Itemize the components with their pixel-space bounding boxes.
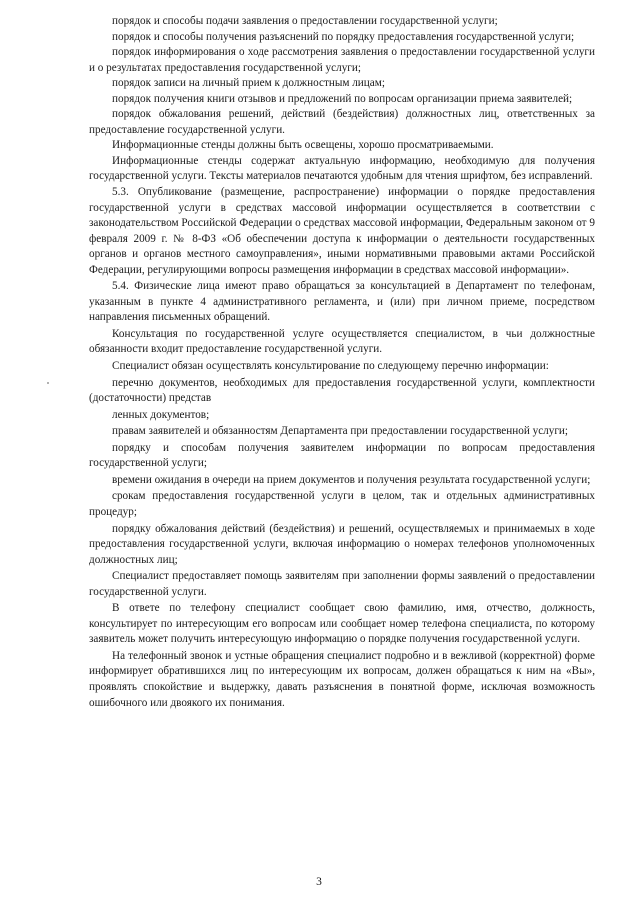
paragraph: порядок получения книги отзывов и предложений по вопросам организации приема заявителей;: [112, 92, 573, 105]
paragraph: Информационные стенды содержат актуальную информацию, необходимую для получения государственной услуги. Тексты материалов печатаются удобным для чтения шрифтом, без исправлений.: [89, 154, 595, 183]
paragraph: 5.4. Физические лица имеют право обращаться за консультацией в Департамент по телефонам, указанным в пункте 4 административного регламента, и (или) при личном приеме, посредством направления письменных обращений.: [89, 280, 595, 324]
paragraph: ленных документов;: [112, 408, 210, 421]
document-body: [89, 14, 595, 711]
paragraph: порядок обжалования решений, действий (бездействия) должностных лиц, ответственных за предоставление государственной услуги.: [89, 108, 595, 136]
paragraph: Специалист обязан осуществлять консультирование по следующему перечню информации:: [112, 360, 549, 373]
paragraph: порядок информирования о ходе рассмотрения заявления о предоставлении государственной услуги и о результатах предоставления государственной услуги;: [89, 46, 595, 74]
paragraph: 5.3. Опубликование (размещение, распространение) информации о порядке предоставления государственной услуги в средствах массовой информации осуществляется в соответствии с законодательством Российской Федерации о средствах массовой информации, Федеральным законом от 9 февраля 2009 г. № 8-ФЗ «Об обеспечении доступа к информации о деятельности государственных органов и органов местного самоуправления», иными нормативными правовыми актами Российской Федерации, регулирующими вопросы размещения информации в средствах массовой информации».: [89, 186, 595, 276]
page-number: 3: [316, 876, 322, 888]
paragraph: времени ожидания в очереди на прием документов и получения результата государственной услуги;: [112, 473, 591, 486]
paragraph: Информационные стенды должны быть освещены, хорошо просматриваемыми.: [112, 139, 494, 152]
paragraph: Специалист предоставляет помощь заявителям при заполнении формы заявлений о предоставлении государственной услуги.: [89, 570, 595, 598]
paragraph: В ответе по телефону специалист сообщает свою фамилию, имя, отчество, должность, консультирует по интересующим его вопросам или сообщает номер телефона специалиста, по которому заявитель может получить интересующую информацию о порядке получения государственной услуги.: [89, 602, 595, 646]
paragraph: порядок и способы подачи заявления о предоставлении государственной услуги;: [112, 15, 498, 27]
paragraph: порядку и способам получения заявителем информации по вопросам предоставления государственной услуги;: [89, 441, 595, 470]
paragraph: порядок записи на личный прием к должностным лицам;: [112, 77, 385, 90]
paragraph: На телефонный звонок и устные обращения специалист подробно и в вежливой (корректной) форме информирует обратившихся лиц по интересующим их вопросам, должен обращаться к ним на «Вы», проявлять спокойствие и выдержку, давать разъяснения в понятной форме, исключая возможность ошибочного или двоякого их понимания.: [89, 649, 595, 709]
paragraph: правам заявителей и обязанностям Департамента при предоставлении государственной услуги;: [112, 425, 569, 438]
paragraph: перечню документов, необходимых для предоставления государственной услуги, комплектности (достаточности) представ: [89, 376, 595, 405]
paragraph: срокам предоставления государственной услуги в целом, так и отдельных административных процедур;: [89, 490, 595, 518]
scan-artifact: [47, 382, 49, 384]
paragraph: Консультация по государственной услуге осуществляется специалистом, в чьи должностные обязанности входит предоставление государственной услуги.: [89, 327, 595, 356]
paragraph: порядок и способы получения разъяснений по порядку предоставления государственной услуги;: [112, 30, 575, 43]
paragraph: порядку обжалования действий (бездействия) и решений, осуществляемых и принимаемых в ходе предоставления государственной услуги, включая информацию о номерах телефонов уполномоченных должностных лиц;: [89, 522, 595, 566]
